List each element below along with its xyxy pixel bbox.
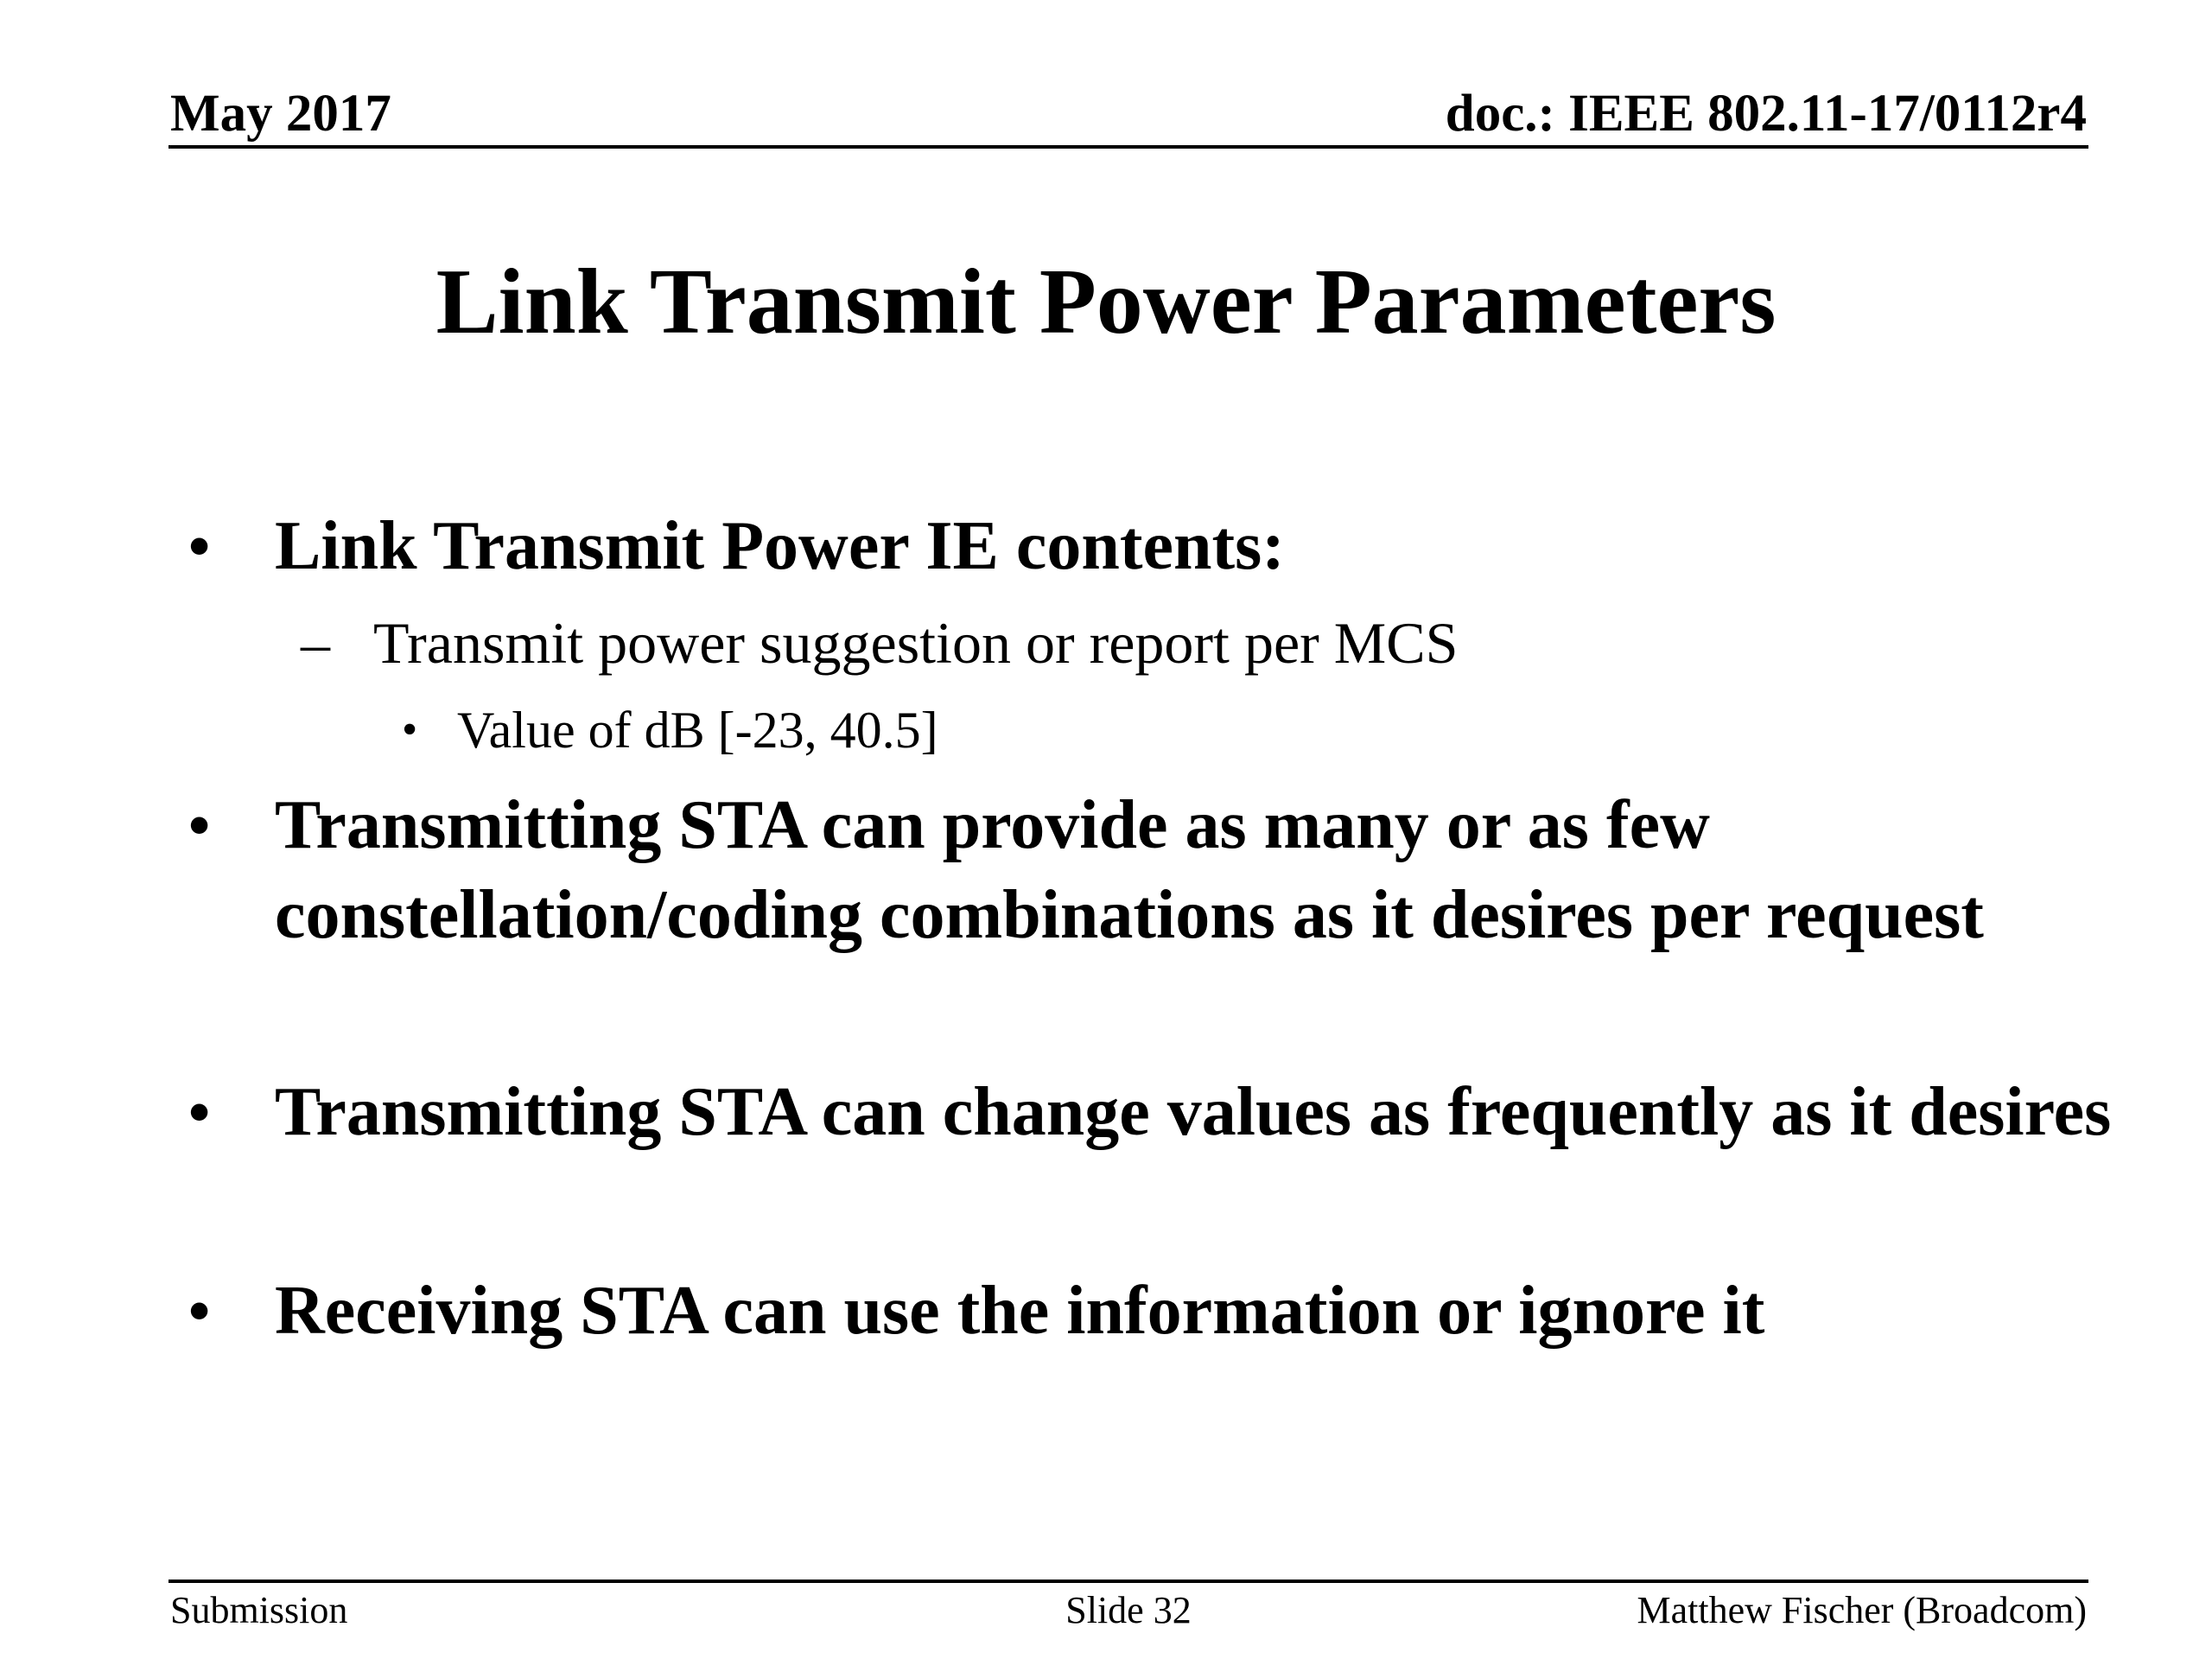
sub-sub-bullet-text: Value of dB [-23, 40.5] bbox=[457, 702, 938, 759]
footer-author: Matthew Fischer (Broadcom) bbox=[1637, 1589, 2087, 1631]
slide-header bbox=[170, 79, 2087, 149]
footer-divider bbox=[168, 1580, 2088, 1583]
footer-slide-number: Slide 32 bbox=[1065, 1589, 1192, 1631]
slide-footer bbox=[170, 1585, 2087, 1637]
bullet-text: Transmitting STA can provide as many or as few constellation/coding combinations as it desires per request bbox=[275, 787, 1984, 953]
sub-sub-bullet-marker: • bbox=[402, 705, 418, 754]
bullet-marker: • bbox=[188, 1077, 211, 1147]
bullet-marker: • bbox=[188, 1276, 211, 1345]
header-date: May 2017 bbox=[170, 85, 391, 143]
slide-title: Link Transmit Power Parameters bbox=[435, 251, 1777, 353]
bullet-marker: • bbox=[188, 791, 211, 860]
bullet-text: Receiving STA can use the information or ignore it bbox=[275, 1273, 1765, 1349]
footer-submission: Submission bbox=[170, 1589, 348, 1631]
sub-bullet-marker: – bbox=[301, 610, 330, 676]
sub-bullet-text: Transmit power suggestion or report per MCS bbox=[373, 610, 1459, 676]
bullet-text: Transmitting STA can change values as frequently as it desires bbox=[275, 1074, 2112, 1150]
bullet-text: Link Transmit Power IE contents: bbox=[275, 508, 1285, 584]
header-divider bbox=[168, 145, 2088, 149]
header-doc-id: doc.: IEEE 802.11-17/0112r4 bbox=[1445, 85, 2087, 143]
bullet-marker: • bbox=[188, 512, 211, 581]
